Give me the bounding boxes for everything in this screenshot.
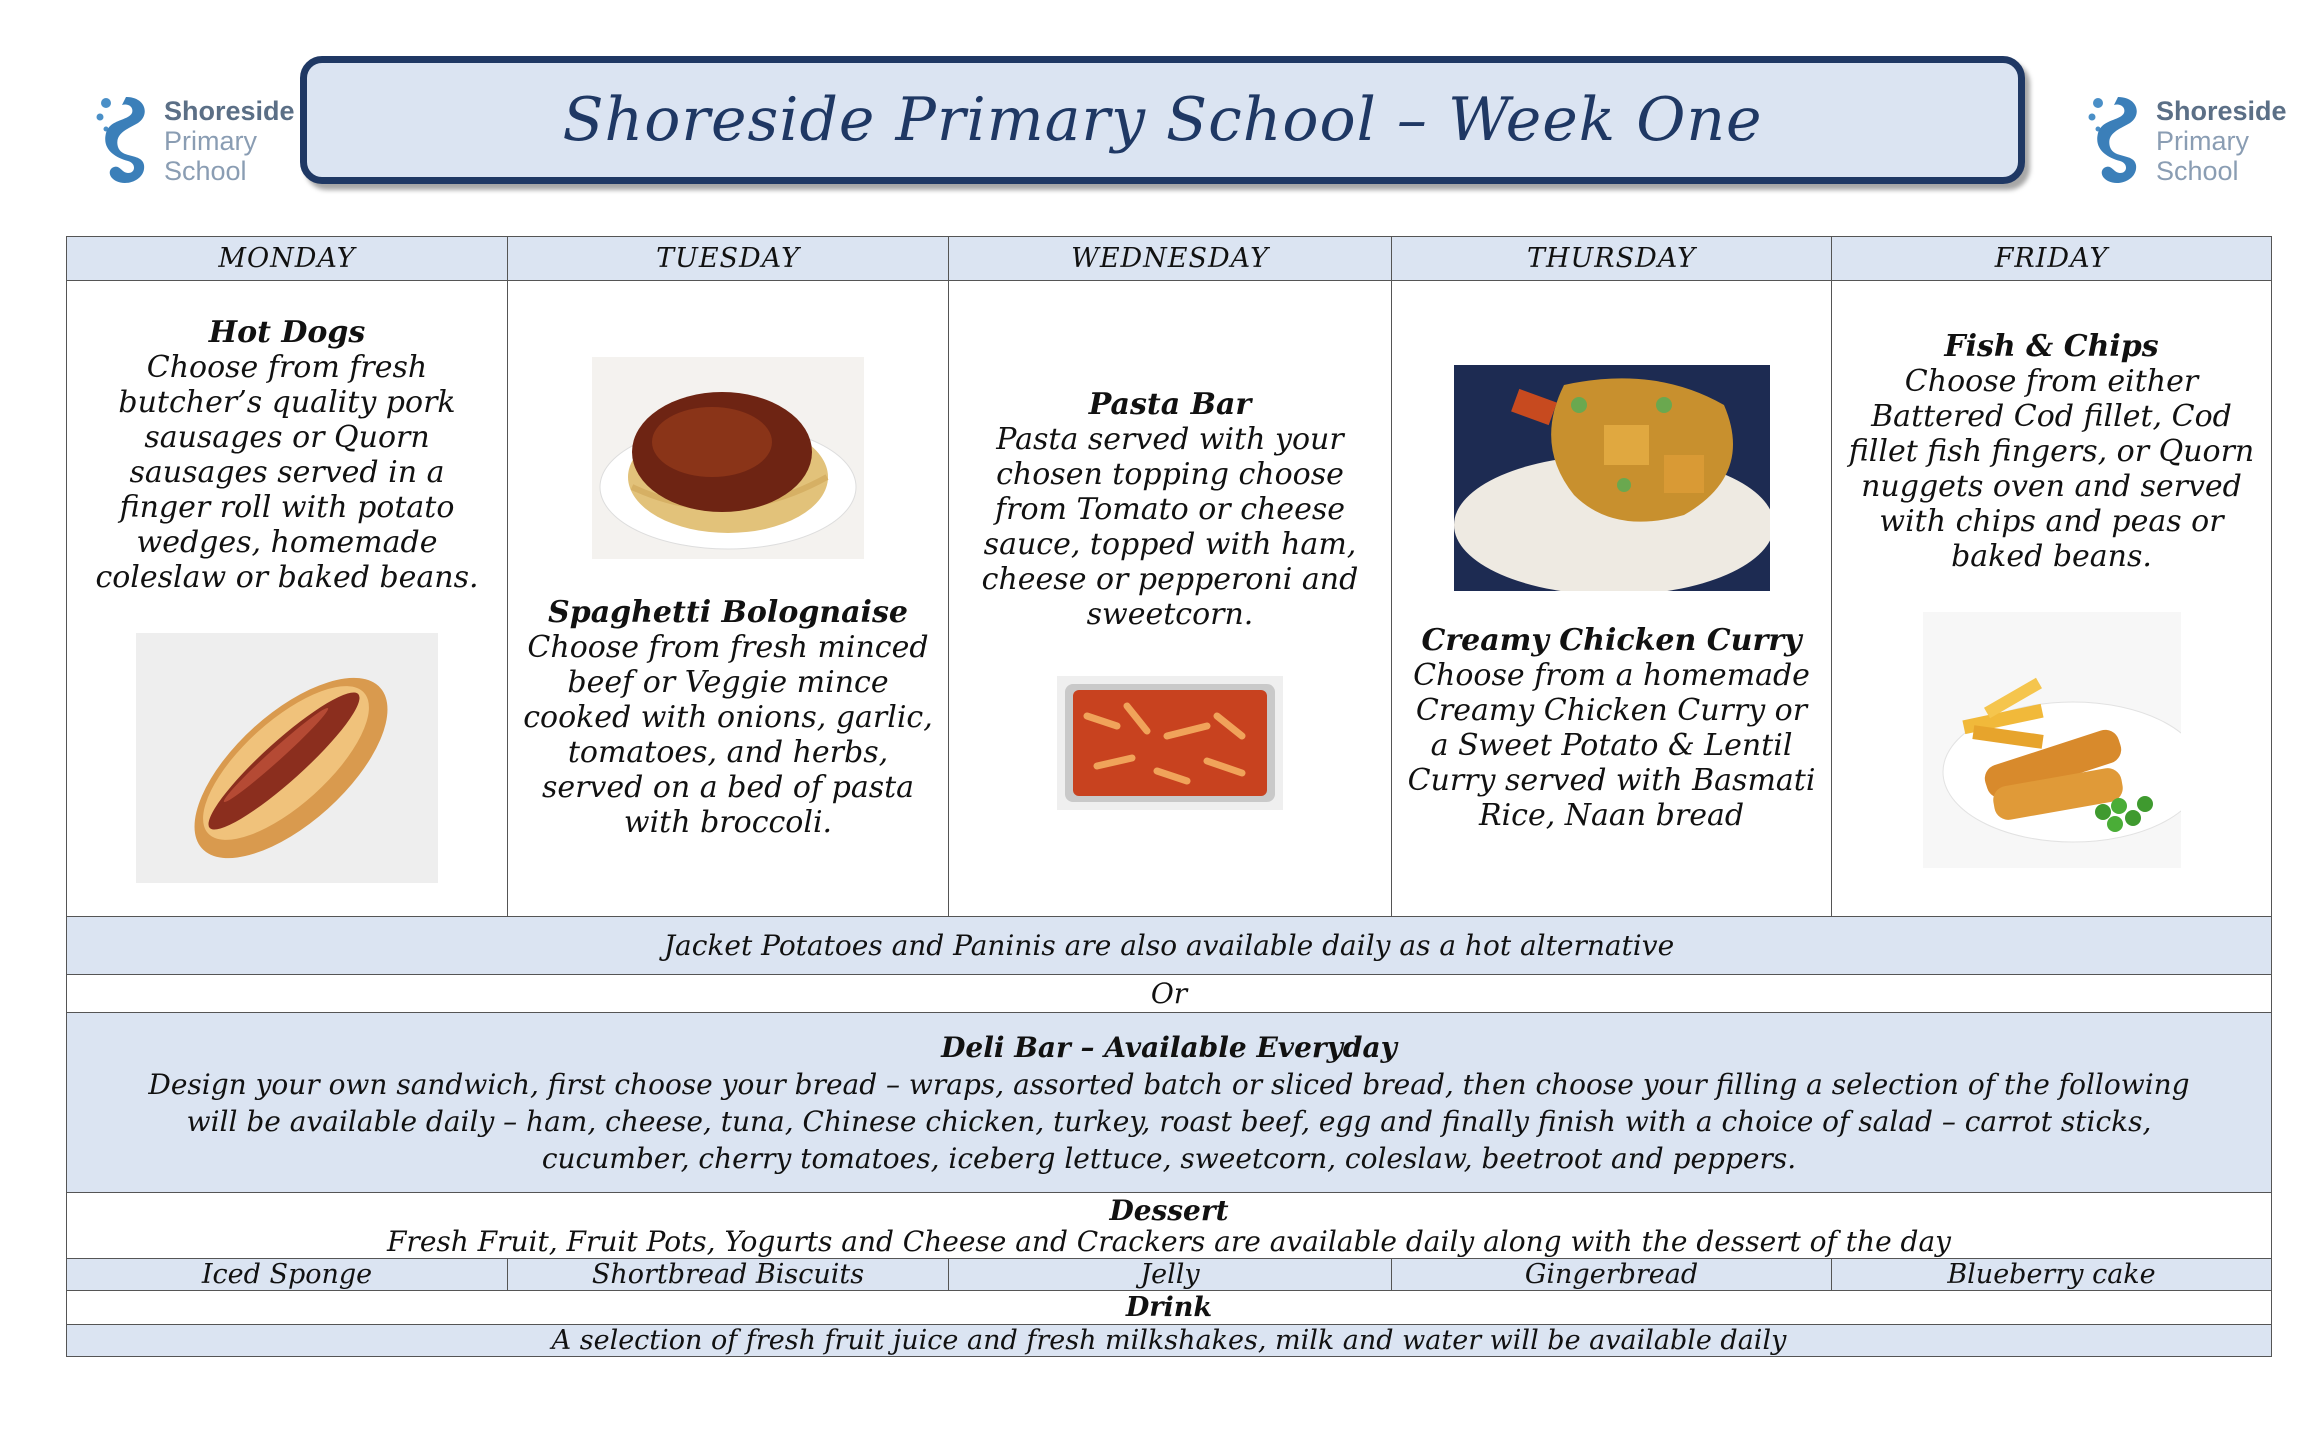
logo-line-2: Primary (2156, 126, 2249, 156)
title-banner (300, 56, 2025, 184)
meal-desc-monday: Choose from fresh butcher’s quality pork sausages or Quorn sausages served in a finger roll with potato wedges, homemade coleslaw or baked beans. (95, 349, 479, 595)
day-header-row (67, 237, 2272, 281)
meal-title-friday: Fish & Chips (1944, 329, 2159, 364)
meal-cell-friday (1832, 281, 2272, 917)
dessert-row (67, 1193, 2272, 1259)
dessert-desc: Fresh Fruit, Fruit Pots, Yogurts and Cheese and Crackers are available daily along with the dessert of the day (387, 1224, 1951, 1258)
logo-line-2: Primary (164, 126, 257, 156)
meal-cell-wednesday (949, 281, 1392, 917)
pasta-bake-photo-icon (1057, 676, 1283, 810)
dessert-of-day-row (67, 1259, 2272, 1291)
dessert-friday: Blueberry cake (1832, 1259, 2272, 1291)
seahorse-logo-icon (2084, 93, 2148, 189)
meal-desc-wednesday: Pasta served with your chosen topping choose from Tomato or cheese sauce, topped with ham, cheese or pepperoni and sweetcorn. (981, 422, 1359, 632)
meal-desc-friday: Choose from either Battered Cod fillet, Cod fillet fish fingers, or Quorn nuggets oven and served with chips and peas or baked beans. (1848, 364, 2255, 574)
curry-photo-icon (1454, 365, 1770, 591)
meal-title-tuesday: Spaghetti Bolognaise (548, 595, 908, 630)
deli-cell (67, 1013, 2272, 1193)
drink-title-row (67, 1291, 2272, 1325)
logo-line-1: Shoreside (164, 96, 295, 126)
meal-desc-thursday: Choose from a homemade Creamy Chicken Curry or a Sweet Potato & Lentil Curry served with Basmati Rice, Naan bread (1407, 657, 1816, 833)
deli-desc: Design your own sandwich, first choose your bread – wraps, assorted batch or sliced bread, then choose your filling a selection of the following will be available daily – ham, cheese, tuna, Chinese chicken, turkey, roast beef, egg and finally finish with a choice of salad – carrot sticks, cucumber, cherry tomatoes, iceberg lettuce, sweetcorn, coleslaw, beetroot and peppers. (148, 1067, 2190, 1175)
school-logo-right (2084, 86, 2287, 196)
day-wednesday: WEDNESDAY (949, 237, 1392, 281)
fish-chips-photo-icon (1923, 612, 2181, 868)
day-thursday: THURSDAY (1392, 237, 1832, 281)
alternative-text: Jacket Potatoes and Paninis are also available daily as a hot alternative (67, 917, 2272, 975)
logo-line-3: School (164, 156, 247, 186)
or-text: Or (67, 975, 2272, 1013)
hot-dog-photo-icon (136, 633, 438, 883)
drink-desc: A selection of fresh fruit juice and fresh milkshakes, milk and water will be available daily (67, 1325, 2272, 1357)
day-tuesday: TUESDAY (508, 237, 949, 281)
logo-line-3: School (2156, 156, 2239, 186)
deli-row (67, 1013, 2272, 1193)
drink-row (67, 1325, 2272, 1357)
deli-title: Deli Bar – Available Everyday (941, 1030, 1397, 1064)
dessert-wednesday: Jelly (949, 1259, 1392, 1291)
drink-title: Drink (67, 1291, 2272, 1325)
day-monday: MONDAY (67, 237, 508, 281)
meal-title-thursday: Creamy Chicken Curry (1421, 622, 1802, 658)
menu-table (66, 236, 2272, 1357)
meal-title-monday: Hot Dogs (208, 314, 366, 350)
meal-cell-tuesday (508, 281, 949, 917)
dessert-title: Dessert (1109, 1193, 1229, 1227)
school-logo-left (92, 86, 295, 196)
meals-row (67, 281, 2272, 917)
dessert-thursday: Gingerbread (1392, 1259, 1832, 1291)
or-row (67, 975, 2272, 1013)
seahorse-logo-icon (92, 93, 156, 189)
dessert-tuesday: Shortbread Biscuits (508, 1259, 949, 1291)
day-friday: FRIDAY (1832, 237, 2272, 281)
spaghetti-photo-icon (592, 357, 864, 559)
page-title: Shoreside Primary School – Week One (562, 85, 1763, 155)
alternative-row (67, 917, 2272, 975)
meal-cell-monday (67, 281, 508, 917)
meal-desc-tuesday: Choose from fresh minced beef or Veggie mince cooked with onions, garlic, tomatoes, and herbs, served on a bed of pasta with broccoli. (523, 630, 933, 840)
dessert-cell (67, 1193, 2272, 1259)
meal-title-wednesday: Pasta Bar (1088, 387, 1252, 422)
logo-line-1: Shoreside (2156, 96, 2287, 126)
dessert-monday: Iced Sponge (67, 1259, 508, 1291)
meal-cell-thursday (1392, 281, 1832, 917)
